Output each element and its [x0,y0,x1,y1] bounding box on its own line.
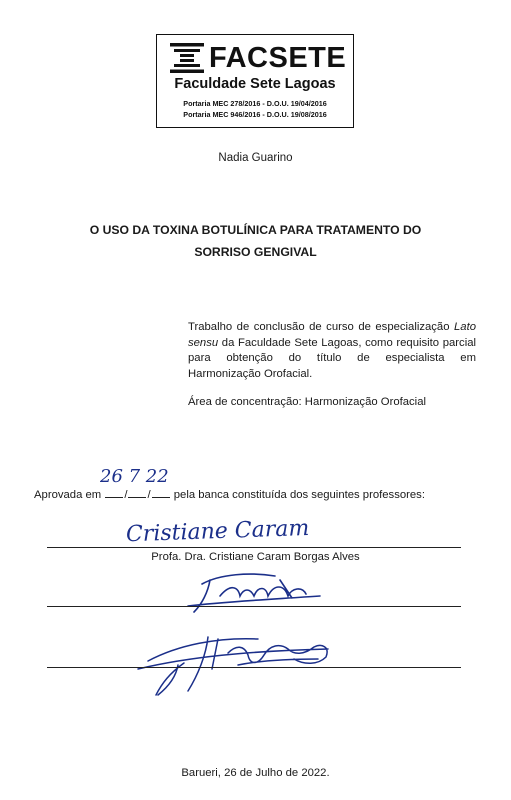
title-line-1: O USO DA TOXINA BOTULÍNICA PARA TRATAMENTO DO [89,223,422,237]
portaria-line-2: Portaria MEC 946/2016 - D.O.U. 19/08/2016 [183,110,327,119]
purpose-text-start: Trabalho de conclusão de curso de especialização [188,321,454,333]
purpose-text-end: da Faculdade Sete Lagoas, como requisito parcial para obtenção do título de especialista em Harmonização Orofacial. [188,336,476,380]
date-month-blank [128,487,146,498]
date-separator-1: / [124,489,128,501]
concentration-area: Área de concentração: Harmonização Orofacial [188,396,426,408]
handwritten-date-text: 26 7 22 [100,466,169,487]
signature-1 [120,508,390,550]
facsete-emblem-icon [170,43,204,73]
date-day-blank [105,487,123,498]
author-name: Nadia Guarino [218,152,293,164]
purpose-statement [188,320,476,382]
date-separator-2: / [147,489,151,501]
committee-member-1: Profa. Dra. Cristiane Caram Borgas Alves [151,551,360,563]
signature-line-2 [47,606,461,607]
purpose-italic-term: Lato sensu [188,321,476,349]
approval-statement [34,487,425,501]
signature-line-3 [47,667,461,668]
facsete-logo [156,34,354,128]
signature-2 [180,566,330,616]
approval-suffix: pela banca constituída dos seguintes professores: [173,489,425,501]
approval-prefix: Aprovada em [34,489,102,501]
thesis-title [60,219,451,263]
logo-name: FACSETE [209,42,347,74]
place-and-date: Barueri, 26 de Julho de 2022. [181,767,330,779]
signature-line-1 [47,547,461,548]
portaria-line-1: Portaria MEC 278/2016 - D.O.U. 19/04/2016 [183,99,327,108]
title-line-2: SORRISO GENGIVAL [194,245,317,259]
signature-1-text: Cristiane Caram [125,515,310,548]
signature-3 [118,625,338,700]
handwritten-date [100,460,210,490]
date-year-blank [152,487,170,498]
logo-subtitle: Faculdade Sete Lagoas [174,76,336,92]
